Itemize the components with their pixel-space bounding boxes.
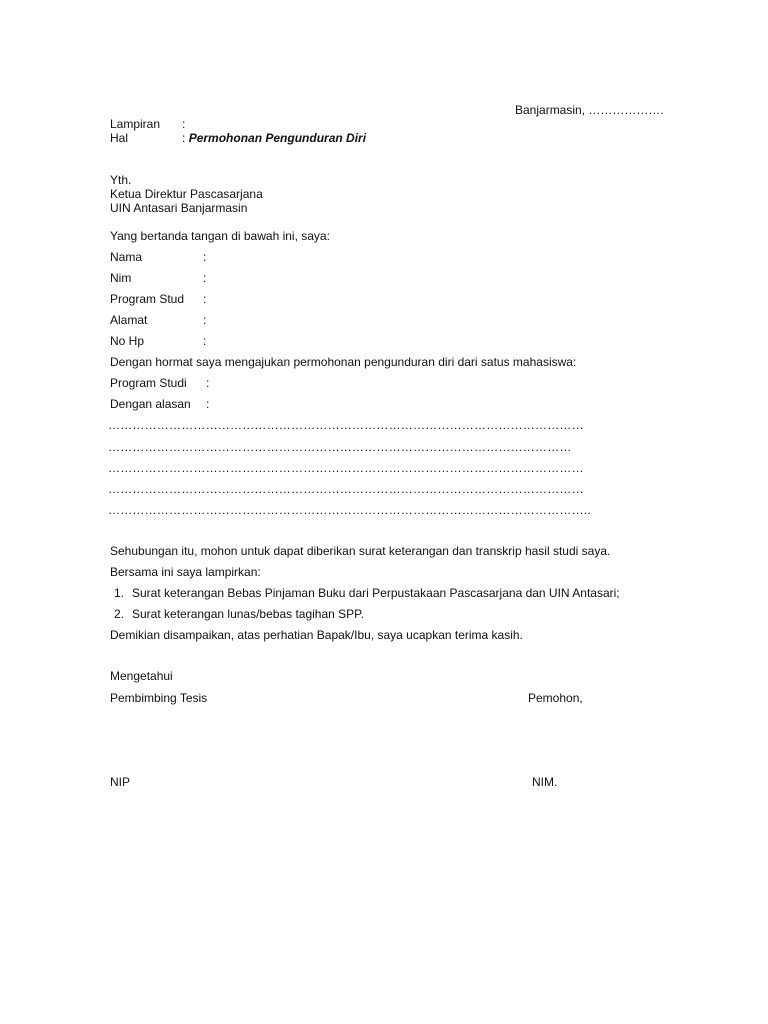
supervisor-id-label: NIP xyxy=(110,775,131,789)
attachment-item xyxy=(110,607,364,621)
hal-subject: Permohonan Pengunduran Diri xyxy=(188,131,367,145)
request-text: Dengan hormat saya mengajukan permohonan pengunduran diri dari satus mahasiswa: xyxy=(110,355,577,369)
dotted-line: ……………………………………………………………………………………………………….. xyxy=(108,503,591,517)
recipient-title: Ketua Direktur Pascasarjana xyxy=(110,187,263,201)
supervisor-title: Pembimbing Tesis xyxy=(110,691,208,705)
lampiran-label: Lampiran xyxy=(110,117,161,131)
field-colon-alamat: : xyxy=(203,313,207,327)
hal-colon: : xyxy=(182,131,186,145)
attach-intro: Bersama ini saya lampirkan: xyxy=(110,565,261,579)
hal-label: Hal xyxy=(110,131,129,145)
dotted-line: ……………………………………………………………………………………………………… xyxy=(108,461,584,475)
program-studi-label: Program Studi xyxy=(110,376,187,390)
dotted-line: ……………………………………………………………………………………………………… xyxy=(108,482,584,496)
attachment-number: 2. xyxy=(113,607,124,621)
field-label-nama: Nama xyxy=(110,250,143,264)
field-label-nim: Nim xyxy=(110,271,132,285)
intro-text: Yang bertanda tangan di bawah ini, saya: xyxy=(110,229,330,243)
reason-label: Dengan alasan xyxy=(110,397,191,411)
field-label-alamat: Alamat xyxy=(110,313,148,327)
dotted-line: ……………………………………………………………………………………………………… xyxy=(108,418,584,432)
attachment-text: Surat keterangan Bebas Pinjaman Buku dari Perpustakaan Pascasarjana dan UIN Antasari; xyxy=(132,586,620,600)
recipient-institution: UIN Antasari Banjarmasin xyxy=(110,201,248,215)
follow-up-text: Sehubungan itu, mohon untuk dapat diberikan surat keterangan dan transkrip hasil studi saya. xyxy=(110,544,611,558)
attachment-item xyxy=(110,586,620,600)
dotted-line: …………………………………………………………………………………………………… xyxy=(108,440,572,454)
recipient-yth: Yth. xyxy=(110,173,132,187)
place-date: Banjarmasin, ………………. xyxy=(515,103,664,117)
field-colon-nohp: : xyxy=(203,334,207,348)
lampiran-colon: : xyxy=(182,117,186,131)
field-colon-program: : xyxy=(203,292,207,306)
applicant-title: Pemohon, xyxy=(528,691,583,705)
attachment-text: Surat keterangan lunas/bebas tagihan SPP. xyxy=(132,607,364,621)
acknowledge-label: Mengetahui xyxy=(110,669,173,683)
field-colon-nim: : xyxy=(203,271,207,285)
program-studi-colon: : xyxy=(206,376,210,390)
field-colon-nama: : xyxy=(203,250,207,264)
applicant-id-label: NIM. xyxy=(532,775,558,789)
field-label-program: Program Stud xyxy=(110,292,185,306)
attachment-number: 1. xyxy=(113,586,124,600)
field-label-nohp: No Hp xyxy=(110,334,145,348)
closing-text: Demikian disampaikan, atas perhatian Bapak/Ibu, saya ucapkan terima kasih. xyxy=(110,628,523,642)
reason-colon: : xyxy=(206,397,210,411)
hal-line xyxy=(182,131,366,145)
